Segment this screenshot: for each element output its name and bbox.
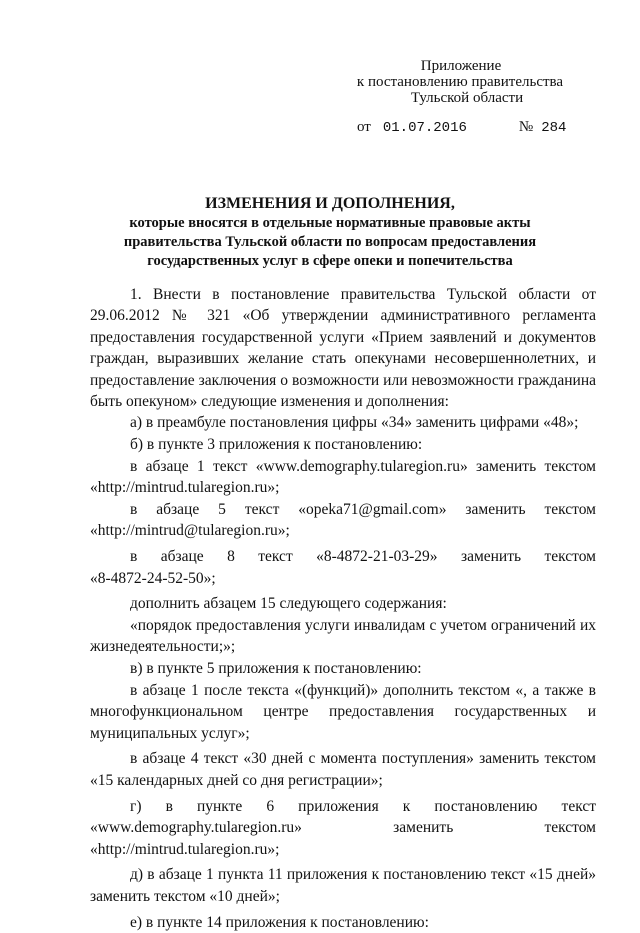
- paragraph-b-5-line2: «http://mintrud@tularegion.ru»;: [90, 520, 596, 542]
- paragraph-b-15: «порядок предоставления услуги инвалидам с учетом ограничений их жизнедеятельности;»;: [90, 615, 596, 658]
- paragraph-e: е) в пункте 14 приложения к постановлению:: [90, 912, 596, 933]
- title-line-2: правительства Тульской области по вопросам предоставления: [90, 233, 570, 252]
- paragraph-v-1: в абзаце 1 после текста «(функций)» дополнить текстом «, а также в многофункциональном центре предоставления государственных и муниципальных услуг»;: [90, 680, 596, 745]
- paragraph-d: д) в абзаце 1 пункта 11 приложения к постановлению текст «15 дней» заменить текстом «10 дней»;: [90, 864, 596, 907]
- paragraph-g-line1: г) в пункте 6 приложения к постановлению текст: [90, 796, 596, 818]
- paragraph-b-add: дополнить абзацем 15 следующего содержания:: [90, 593, 596, 615]
- paragraph-b-8-line2: «8-4872-24-52-50»;: [90, 568, 596, 590]
- appendix-reference: к постановлению правительства: [340, 74, 580, 90]
- paragraph-1: 1. Внести в постановление правительства Тульской области от 29.06.2012 № 321 «Об утверждении административного регламента предоставления государственной услуги «Прием заявлений и документов граждан, выразивших желание стать опекунами несовершеннолетних, и предоставление заключения о возможности или невозможности гражданина быть опекуном» следующие изменения и дополнения:: [90, 284, 596, 412]
- paragraph-b-8-line1: в абзаце 8 текст «8-4872-21-03-29» заменить текстом: [90, 546, 596, 568]
- title-main: ИЗМЕНЕНИЯ И ДОПОЛНЕНИЯ,: [90, 194, 570, 214]
- paragraph-v: в) в пункте 5 приложения к постановлению:: [90, 658, 596, 680]
- number-label: №: [519, 119, 533, 135]
- resolution-date: 01.07.2016: [383, 120, 467, 136]
- date-label: от: [357, 119, 371, 135]
- paragraph-g-line3: «http://mintrud.tularegion.ru»;: [90, 839, 596, 861]
- resolution-number: 284: [541, 120, 566, 136]
- paragraph-v-4: в абзаце 4 текст «30 дней с момента поступления» заменить текстом «15 календарных дней со дня регистрации»;: [90, 748, 596, 791]
- appendix-region: Тульской области: [340, 90, 580, 106]
- title-line-1: которые вносятся в отдельные нормативные правовые акты: [90, 214, 570, 233]
- paragraph-b: б) в пункте 3 приложения к постановлению:: [90, 434, 596, 456]
- title-line-3: государственных услуг в сфере опеки и попечительства: [90, 252, 570, 271]
- paragraph-a: а) в преамбуле постановления цифры «34» заменить цифрами «48»;: [90, 412, 596, 434]
- paragraph-b-5-line1: в абзаце 5 текст «opeka71@gmail.com» заменить текстом: [90, 499, 596, 521]
- paragraph-g-line2: «www.demography.tularegion.ru» заменить текстом: [90, 817, 596, 839]
- resolution-date-number: [357, 118, 587, 137]
- paragraph-b-1: в абзаце 1 текст «www.demography.tularegion.ru» заменить текстом «http://mintrud.tularegion.ru»;: [90, 456, 596, 499]
- document-body: [90, 284, 596, 933]
- appendix-block: [340, 58, 580, 106]
- appendix-title: Приложение: [340, 58, 580, 74]
- document-title: [90, 194, 570, 271]
